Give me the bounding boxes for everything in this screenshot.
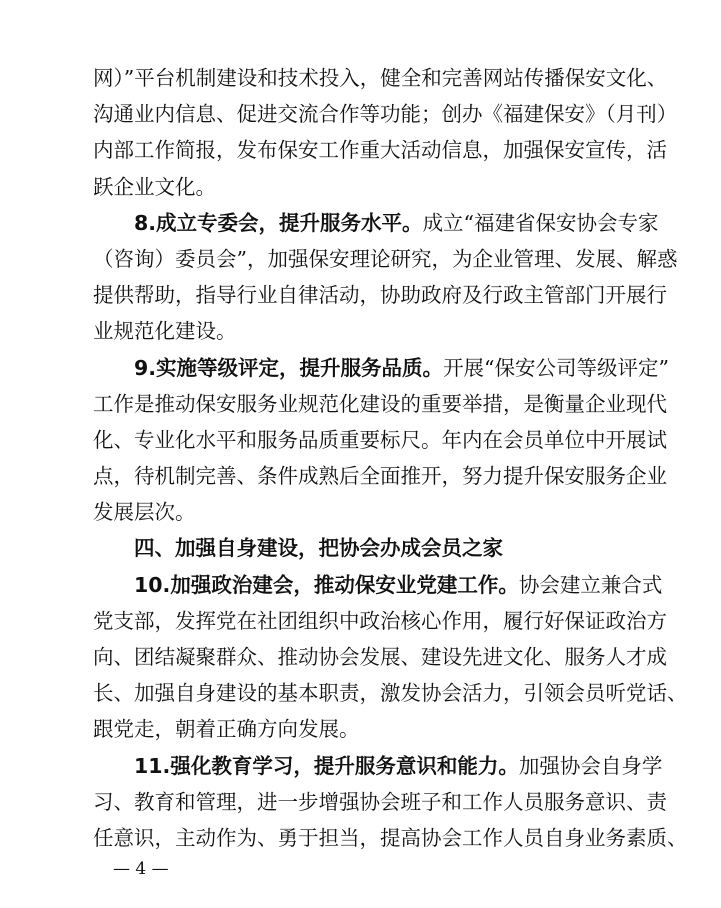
paragraph-lead: 9.实施等级评定，提升服务品质。 bbox=[134, 355, 444, 380]
section-heading: 四、加强自身建设，把协会办成会员之家 bbox=[134, 536, 503, 561]
text-line: 化、专业化水平和服务品质重要标尺。年内在会员单位中开展试 bbox=[93, 427, 667, 452]
text-line: 长、加强自身建设的基本职责，激发协会活力，引领会员听党话、 bbox=[93, 681, 688, 706]
text-line bbox=[93, 205, 659, 241]
text-line: 沟通业内信息、促进交流合作等功能；创办《福建保安》（月刊） bbox=[93, 102, 678, 127]
text-line: 发展层次。 bbox=[93, 500, 196, 525]
text-line: 工作是推动保安服务业规范化建设的重要举措，是衡量企业现代 bbox=[93, 391, 667, 416]
page-number: — 4 — bbox=[113, 859, 169, 879]
text-line: （咨询）委员会”，加强保安理论研究，为企业管理、发展、解惑 bbox=[93, 246, 678, 271]
text-line bbox=[93, 350, 670, 386]
text-line: 习、教育和管理，进一步增强协会班子和工作人员服务意识、责 bbox=[93, 789, 667, 814]
text-run: 开展“保安公司等级评定” bbox=[443, 355, 670, 380]
text-line: 任意识，主动作为、勇于担当，提高协会工作人员自身业务素质、 bbox=[93, 826, 688, 850]
text-run: 加强协会自身学 bbox=[518, 753, 663, 778]
text-line: 向、团结凝聚群众、推动协会发展、建设先进文化、服务人才成 bbox=[93, 645, 667, 670]
text-line: 跟党走，朝着正确方向发展。 bbox=[93, 717, 360, 742]
text-line bbox=[93, 567, 663, 603]
text-line: 党支部，发挥党在社团组织中政治核心作用，履行好保证政治方 bbox=[93, 608, 667, 633]
paragraph-lead: 11.强化教育学习，提升服务意识和能力。 bbox=[134, 753, 519, 778]
text-run: 协会建立兼合式 bbox=[518, 572, 663, 597]
paragraph-lead: 8.成立专委会，提升服务水平。 bbox=[134, 210, 423, 235]
text-line bbox=[93, 748, 663, 784]
text-line: 提供帮助，指导行业自律活动，协助政府及行政主管部门开展行 bbox=[93, 283, 667, 308]
text-run: 成立“福建省保安协会专家 bbox=[422, 210, 659, 235]
paragraph-lead: 10.加强政治建会，推动保安业党建工作。 bbox=[134, 572, 519, 597]
text-line: 业规范化建设。 bbox=[93, 319, 237, 344]
text-line: 内部工作简报，发布保安工作重大活动信息，加强保安宣传，活 bbox=[93, 138, 667, 163]
text-line: 网）”平台机制建设和技术投入，健全和完善网站传播保安文化、 bbox=[93, 66, 668, 90]
text-line: 点，待机制完善、条件成熟后全面推开，努力提升保安服务企业 bbox=[93, 464, 667, 489]
text-line: 跃企业文化。 bbox=[93, 174, 216, 199]
